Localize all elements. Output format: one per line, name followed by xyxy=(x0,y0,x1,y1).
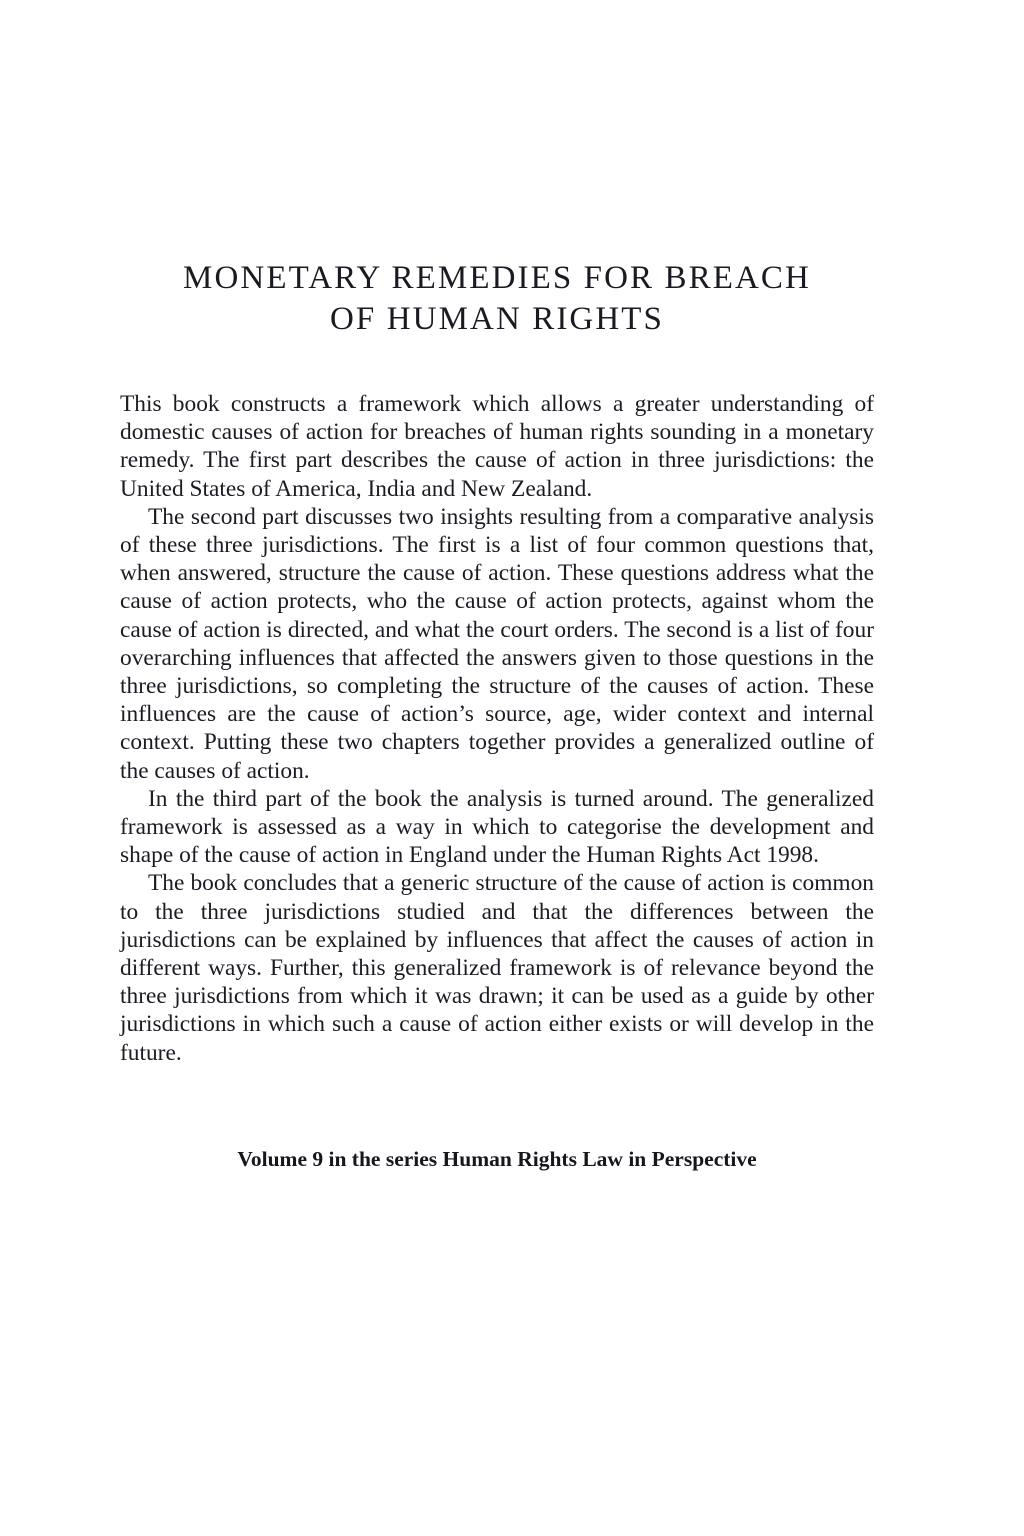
series-note: Volume 9 in the series Human Rights Law in Perspective xyxy=(237,1147,757,1171)
body-paragraph: In the third part of the book the analysis is turned around. The generalized framework is assessed as a way in which to categorise the development and shape of the cause of action in England under the Human Rights Act 1998. xyxy=(120,785,874,869)
title-line-2: OF HUMAN RIGHTS xyxy=(329,301,665,337)
page-title xyxy=(120,258,874,340)
body-paragraph: The book concludes that a generic structure of the cause of action is common to the three jurisdictions studied and that the differences between the jurisdictions can be explained by influences that affect the causes of action in different ways. Further, this generalized framework is of relevance beyond the three jurisdictions from which it was drawn; it can be used as a guide by other jurisdictions in which such a cause of action either exists or will develop in the future. xyxy=(120,870,874,1066)
blurb-body xyxy=(120,390,874,1067)
title-line-1: MONETARY REMEDIES FOR BREACH xyxy=(183,260,811,296)
body-paragraph: The second part discusses two insights resulting from a comparative analysis of these three jurisdictions. The first is a list of four common questions that, when answered, structure the cause of action. These questions address what the cause of action protects, who the cause of action protects, against whom the cause of action is directed, and what the court orders. The second is a list of four overarching influences that affected the answers given to those questions in the three jurisdictions, so completing the structure of the causes of action. These influences are the cause of action’s source, age, wider context and internal context. Putting these two chapters together provides a generalized outline of the causes of action. xyxy=(120,503,874,784)
body-paragraph: This book constructs a framework which allows a greater understanding of domestic causes of action for breaches of human rights sounding in a monetary remedy. The first part describes the cause of action in three jurisdictions: the United States of America, India and New Zealand. xyxy=(120,391,874,502)
